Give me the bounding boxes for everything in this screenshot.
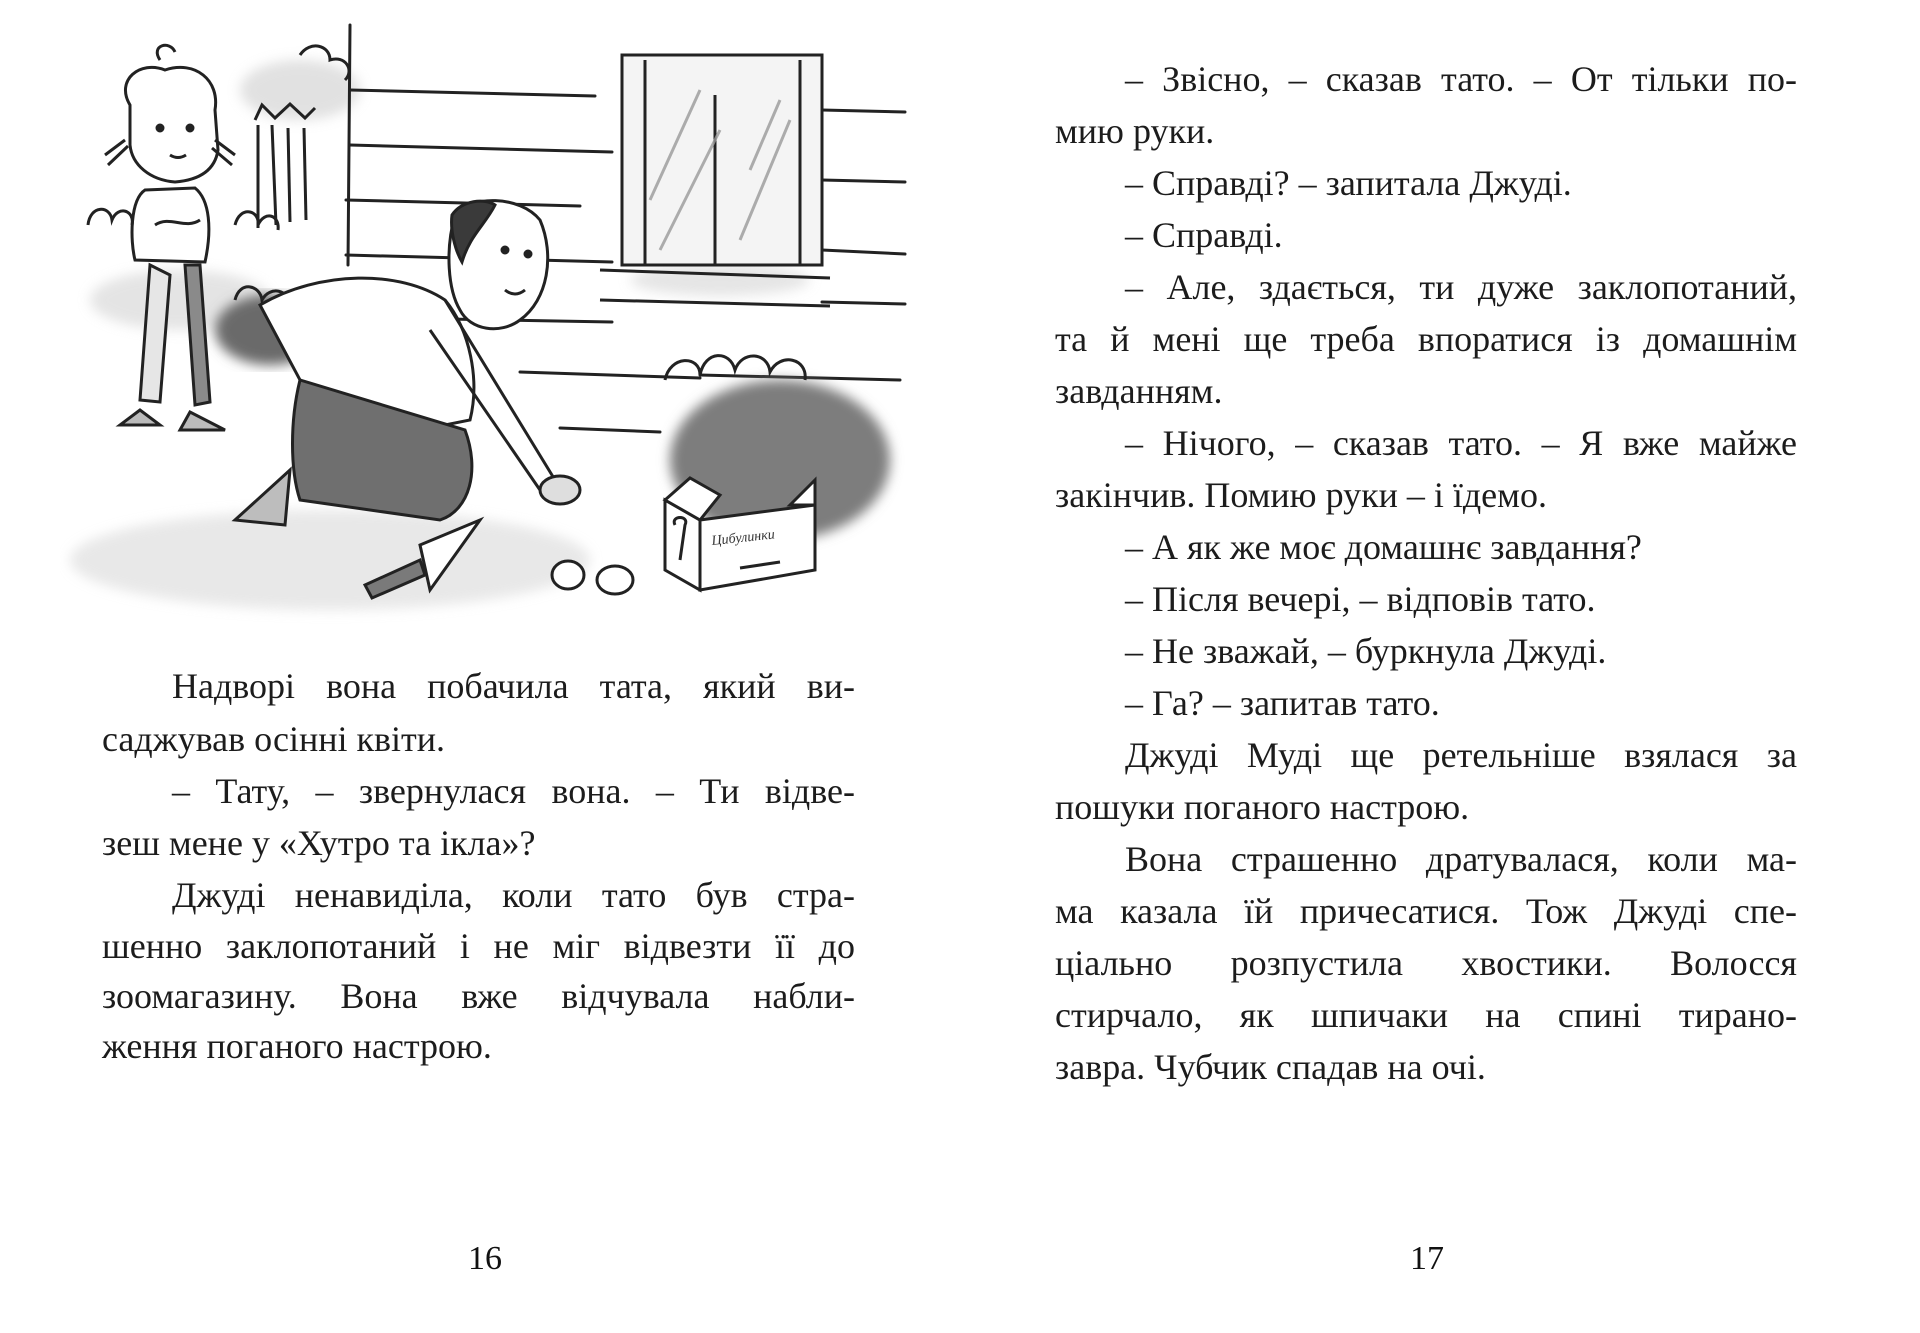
text-line: та й мені ще треба впоратися із домашнім	[1055, 319, 1797, 359]
illustration-father-planting	[60, 0, 1020, 640]
text-line: – Не зважай, – буркнула Джуді.	[1125, 631, 1607, 671]
text-line: закінчив. Помию руки – і їдемо.	[1055, 475, 1547, 515]
text-line: Джуді ненавиділа, коли тато був стра-	[172, 875, 855, 915]
text-line: ження поганого настрою.	[102, 1026, 492, 1066]
text-line: – Справді? – запитала Джуді.	[1125, 163, 1572, 203]
text-line: – Справді.	[1125, 215, 1283, 255]
text-line: – Тату, – звернулася вона. – Ти відве-	[172, 771, 855, 811]
page-number: 16	[468, 1240, 502, 1277]
text-line: завданням.	[1055, 371, 1223, 411]
text-line: – Після вечері, – відповів тато.	[1125, 579, 1596, 619]
right-page	[960, 0, 1920, 1333]
text-line: зеш мене у «Хутро та ікла»?	[102, 823, 536, 863]
right-page-text	[1055, 53, 1797, 1113]
text-line: – Нічого, – сказав тато. – Я вже майже	[1125, 423, 1797, 463]
box-label: Цибулинки	[710, 527, 776, 549]
text-line: – Га? – запитав тато.	[1125, 683, 1440, 723]
illustration-svg	[60, 0, 1020, 640]
text-line: Надворі вона побачила тата, який ви-	[172, 666, 855, 706]
text-line: мию руки.	[1055, 111, 1215, 151]
left-page-text	[102, 660, 855, 1080]
text-line: пошуки поганого настрою.	[1055, 787, 1470, 827]
text-line: Вона страшенно дратувалася, коли ма-	[1125, 839, 1797, 879]
girl-figure	[105, 45, 235, 430]
text-line: ціально розпустила хвостики. Волосся	[1055, 943, 1797, 983]
text-line: – Але, здається, ти дуже заклопотаний,	[1125, 267, 1797, 307]
text-line: ма казала їй причесатися. Тож Джуді спе-	[1055, 891, 1797, 931]
text-line: зоомагазину. Вона вже відчувала набли-	[102, 976, 855, 1016]
text-line: – Звісно, – сказав тато. – От тільки по-	[1125, 59, 1797, 99]
text-line: Джуді Муді ще ретельніше взялася за	[1125, 735, 1797, 775]
text-line: стирчало, як шпичаки на спині тирано-	[1055, 995, 1797, 1035]
page-number: 17	[1410, 1240, 1444, 1277]
text-line: шенно заклопотаний і не міг відвезти її до	[102, 926, 855, 966]
text-line: завра. Чубчик спадав на очі.	[1055, 1047, 1486, 1087]
text-line: – А як же моє домашнє завдання?	[1125, 527, 1642, 567]
text-line: саджував осінні квіти.	[102, 719, 445, 759]
